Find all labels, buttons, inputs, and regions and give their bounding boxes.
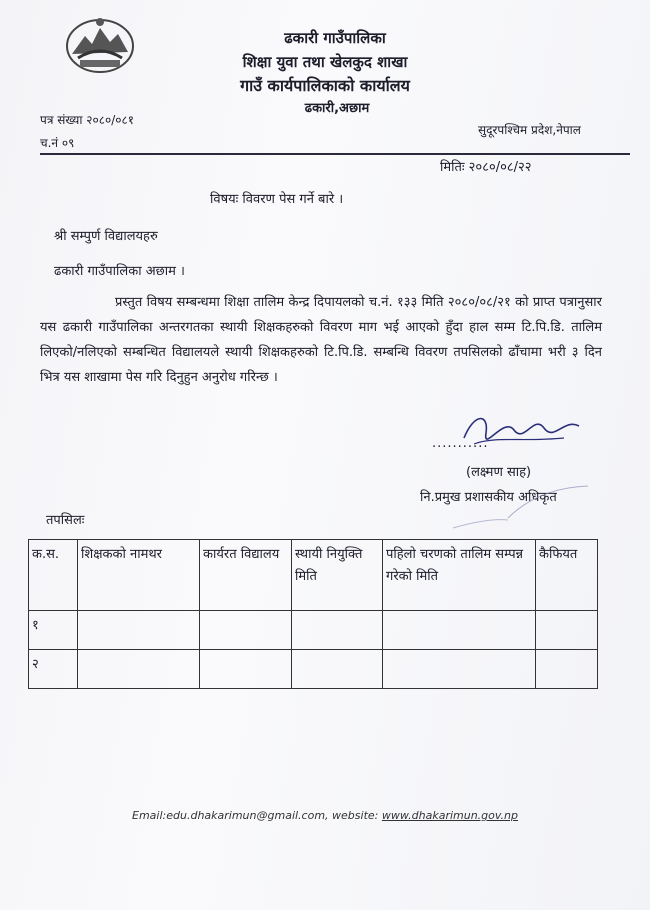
signatory-designation: नि.प्रमुख प्रशासकीय अधिकृत	[420, 490, 557, 505]
letter-number: पत्र संख्या २०८०/०८१	[40, 113, 134, 127]
addressee-line-1: श्री सम्पुर्ण विद्यालयहरु	[54, 229, 158, 244]
letter-body: प्रस्तुत विषय सम्बन्धमा शिक्षा तालिम केन्द्र दिपायलको च.नं. १३३ मिति २०८०/०८/२१ को प्राप्त पत्रानुसार यस ढकारी गाउँपालिका अन्तरगतका स्थायी शिक्षकहरुको विवरण माग भई आएको हुँदा हाल सम्म टि.पि.डि. तालिम लिएको/नलिएको सम्बन्धित विद्यालयले स्थायी शिक्षकहरुको टि.पि.डि. सम्बन्धि विवरण तपसिलको ढाँचामा भरी ३ दिन भित्र यस शाखामा पेस गरि दिनुहुन अनुरोध गरिन्छ ।	[40, 295, 602, 385]
table-cell	[383, 650, 536, 689]
signatory-name: (लक्ष्मण साह)	[466, 465, 532, 480]
table-header-cell: कार्यरत विद्यालय	[200, 540, 292, 611]
table-cell	[292, 611, 383, 650]
tapsil-label: तपसिलः	[46, 513, 85, 528]
teacher-details-table	[28, 539, 598, 689]
subject-line: विषयः विवरण पेस गर्ने बारे ।	[210, 192, 344, 207]
table-header-cell: पहिलो चरणको तालिम सम्पन्न गरेको मिति	[383, 540, 536, 611]
section-name: शिक्षा युवा तथा खेलकुद शाखा	[242, 53, 408, 71]
table-header-cell: क.स.	[29, 540, 78, 611]
addressee-line-2: ढकारी गाउँपालिका अछाम ।	[54, 264, 185, 279]
table-cell: १	[29, 611, 78, 650]
table-cell	[200, 611, 292, 650]
table-row	[29, 611, 598, 650]
official-stamp	[448, 478, 598, 538]
table-header-cell: कैफियत	[536, 540, 598, 611]
website-link[interactable]: www.dhakarimun.gov.np	[381, 809, 518, 822]
table-cell	[536, 611, 598, 650]
table-cell	[536, 650, 598, 689]
header-divider	[40, 153, 630, 155]
office-name: गाउँ कार्यपालिकाको कार्यालय	[240, 76, 410, 95]
table-cell	[78, 650, 200, 689]
table-row	[29, 650, 598, 689]
municipality-name: ढकारी गाउँपालिका	[284, 29, 386, 47]
table-cell	[78, 611, 200, 650]
table-cell: २	[29, 650, 78, 689]
table-header-cell: शिक्षकको नामथर	[78, 540, 200, 611]
table-header-cell: स्थायी नियुक्ति मिति	[292, 540, 383, 611]
signature-dots: ...........	[432, 436, 489, 451]
letter-date: मितिः २०८०/०८/२२	[440, 160, 532, 175]
table-cell	[200, 650, 292, 689]
province-label: सुदूरपश्चिम प्रदेश,नेपाल	[478, 123, 581, 137]
table-header-row	[29, 540, 598, 611]
footer-contact	[0, 809, 650, 822]
table-cell	[292, 650, 383, 689]
footer-email: Email:edu.dhakarimun@gmail.com, website:	[132, 809, 382, 822]
table-cell	[383, 611, 536, 650]
office-address: ढकारी,अछाम	[304, 101, 370, 116]
dispatch-number: च.नं ०९	[40, 136, 75, 150]
